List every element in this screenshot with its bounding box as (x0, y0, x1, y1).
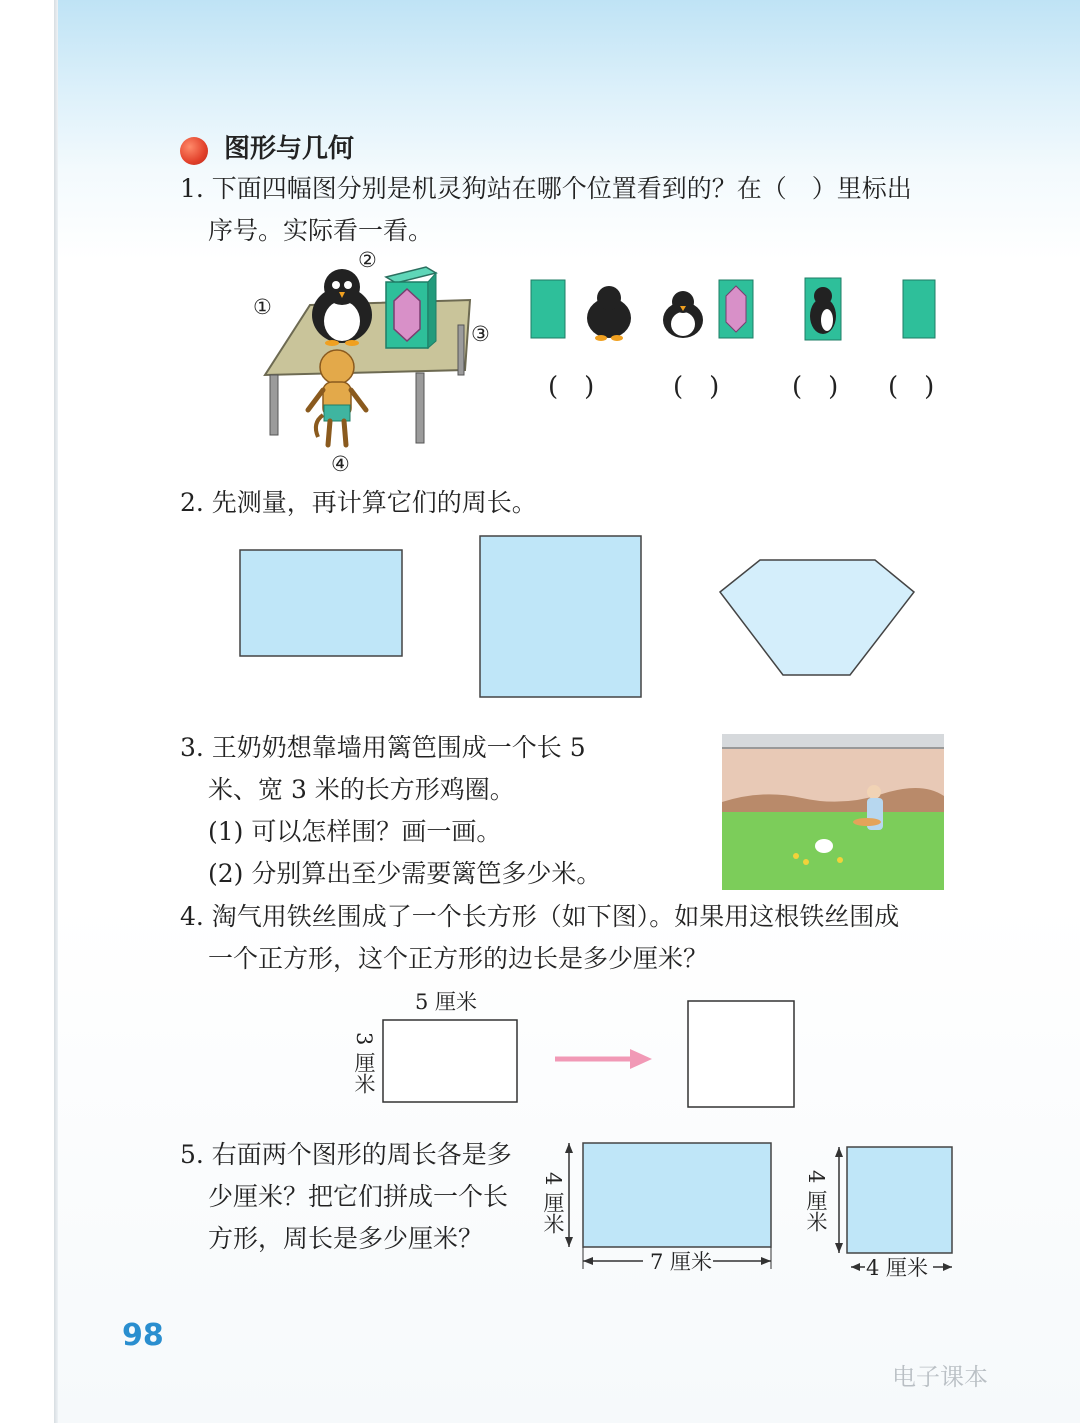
q3-line-3: (1) 可以怎样围？画一画。 (208, 817, 502, 846)
answer-blank-2[interactable]: ( ) (673, 372, 720, 402)
q3-farm-illustration (722, 734, 944, 890)
q4-shapes (380, 995, 800, 1115)
box-side (428, 273, 436, 348)
q4-height-label: 3 厘米 (352, 1032, 376, 1095)
q4-line-1: 4. 淘气用铁丝围成了一个长方形（如下图）。如果用这根铁丝围成 (180, 902, 900, 931)
q1-view-options (525, 270, 945, 350)
q5-rect-height-label: 4 厘米 (541, 1172, 565, 1235)
q2-square (480, 536, 641, 697)
table-leg (416, 373, 424, 443)
q5-square-height-label: 4 厘米 (804, 1170, 828, 1233)
q5-square-width-label: 4 厘米 (866, 1256, 929, 1280)
q5-line-3: 方形，周长是多少厘米？ (208, 1224, 484, 1253)
q4-rectangle (383, 1020, 517, 1102)
answer-blank-4[interactable]: ( ) (888, 372, 935, 402)
position-label-4: ④ (331, 452, 350, 476)
view-2-penguin-back (587, 286, 631, 341)
q2-rectangle (240, 550, 402, 656)
q3-line-4: (2) 分别算出至少需要篱笆多少米。 (208, 859, 602, 888)
q5-rect-width-label: 7 厘米 (650, 1250, 713, 1274)
q1-line-1: 1. 下面四幅图分别是机灵狗站在哪个位置看到的？在（ ）里标出 (180, 174, 912, 203)
q5-square (847, 1147, 952, 1253)
q1-line-2: 序号。实际看一看。 (208, 216, 434, 245)
table-leg (458, 325, 464, 375)
position-label-1: ① (253, 295, 272, 319)
q4-line-2: 一个正方形，这个正方形的边长是多少厘米？ (208, 944, 709, 973)
q2-line-1: 2. 先测量，再计算它们的周长。 (180, 488, 537, 517)
page-number: 98 (122, 1318, 164, 1353)
hexagon-on-box (394, 289, 420, 341)
section-title: 图形与几何 (224, 134, 355, 164)
watermark-text: 电子课本 (892, 1363, 988, 1391)
view-5-box (903, 280, 935, 338)
view-4-box-penguin-side (805, 278, 841, 340)
section-bullet-icon (180, 137, 208, 165)
dog-head (320, 350, 354, 384)
q2-hexagon (720, 560, 914, 675)
q4-arrow-icon (630, 1049, 652, 1069)
penguin-head (324, 269, 360, 305)
penguin-belly (324, 301, 360, 341)
q3-line-1: 3. 王奶奶想靠墙用篱笆围成一个长 5 (180, 733, 586, 762)
q5-rectangle (583, 1143, 771, 1247)
view-1-box (531, 280, 565, 338)
q5-line-2: 少厘米？把它们拼成一个长 (208, 1182, 509, 1211)
q2-shapes (230, 530, 930, 705)
answer-blank-3[interactable]: ( ) (792, 372, 839, 402)
q3-line-2: 米、宽 3 米的长方形鸡圈。 (208, 775, 515, 804)
answer-blank-1[interactable]: ( ) (548, 372, 595, 402)
q4-width-label: 5 厘米 (415, 990, 478, 1014)
position-label-3: ③ (471, 322, 490, 346)
dog-shorts (324, 405, 350, 421)
table-leg (270, 375, 278, 435)
position-label-2: ② (358, 248, 377, 272)
page-binding-edge (0, 0, 58, 1423)
view-3-penguin-and-box (663, 280, 753, 338)
q1-scene-illustration (240, 245, 515, 480)
q4-square (688, 1001, 794, 1107)
box-top (386, 267, 436, 283)
q5-line-1: 5. 右面两个图形的周长各是多 (180, 1140, 512, 1169)
